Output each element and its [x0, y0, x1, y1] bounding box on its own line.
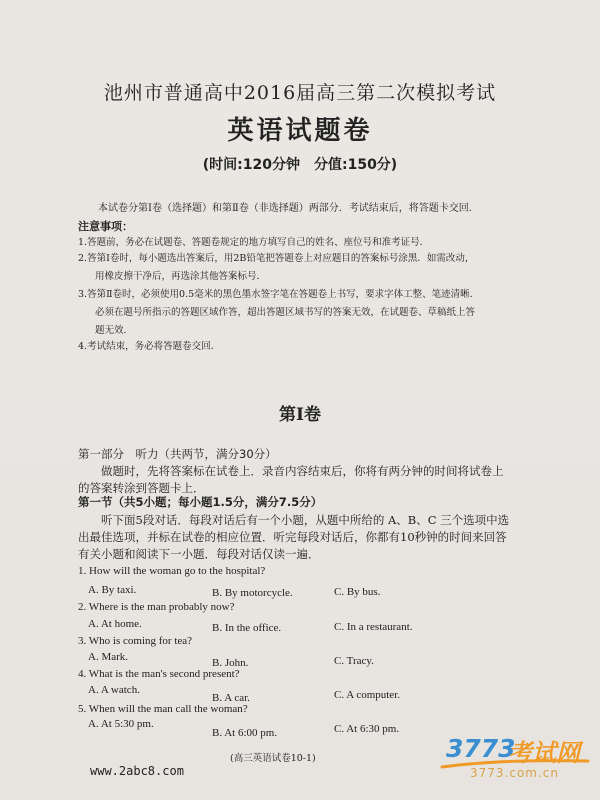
- notice-line: 题无效．: [95, 325, 134, 336]
- website-link[interactable]: www.2abc8.com: [90, 764, 184, 778]
- notice-line: 1.答题前，务必在试题卷、答题卷规定的地方填写自己的姓名、座位号和准考证号．: [78, 237, 430, 248]
- intro-text: 本试卷分第Ⅰ卷（选择题）和第Ⅱ卷（非选择题）两部分．考试结束后，将答题卡交回．: [98, 203, 479, 214]
- notice-line: 2.答第Ⅰ卷时，每小题选出答案后，用2B铅笔把答题卷上对应题目的答案标号涂黑．如需改动，: [78, 253, 475, 264]
- question-stem: 2. Where is the man probably now?: [78, 601, 235, 613]
- section1-paragraph: [78, 512, 518, 563]
- option-b: B. In the office.: [212, 622, 282, 634]
- exam-title: 池州市普通高中2016届高三第二次模拟考试: [103, 82, 497, 104]
- para-line: 做题时，先将答案标在试卷上．录音内容结束后，你将有两分钟的时间将试卷上: [101, 464, 504, 478]
- para-line: 有关小题和阅读下一小题．每段对话仅读一遍．: [78, 547, 320, 561]
- para-line: 听下面5段对话．每段对话后有一个小题，从题中所给的 A、B、C 三个选项中选: [101, 513, 510, 527]
- time-score: (时间:120分钟 分值:150分): [202, 157, 398, 173]
- question-stem: 3. Who is coming for tea?: [78, 635, 193, 647]
- option-c: C. By bus.: [334, 586, 381, 598]
- option-a: A. At 5:30 pm.: [88, 718, 154, 730]
- option-b: B. John.: [212, 657, 249, 669]
- option-c: C. Tracy.: [334, 655, 374, 667]
- option-a: A. A watch.: [88, 684, 140, 696]
- watermark-url: 3773.com.cn: [470, 766, 559, 780]
- watermark-text: 考试网: [508, 739, 580, 767]
- subject-title: 英语试题卷: [227, 116, 373, 146]
- notice-heading: 注意事项：: [78, 220, 133, 233]
- question-stem: 5. When will the man call the woman?: [78, 703, 248, 715]
- notice-line: 用橡皮擦干净后，再选涂其他答案标号．: [95, 271, 267, 282]
- option-a: A. At home.: [88, 618, 142, 630]
- option-c: C. A computer.: [334, 689, 400, 701]
- option-c: C. In a restaurant.: [334, 621, 413, 633]
- para-line: 出最佳选项，并标在试卷的相应位置．听完每段对话后，你都有10秒钟的时间来回答: [78, 530, 507, 544]
- option-a: A. Mark.: [88, 651, 129, 663]
- notice-item: [78, 338, 220, 356]
- part1-paragraph: [78, 463, 518, 497]
- question-stem: 4. What is the man's second present?: [78, 668, 240, 680]
- option-b: B. By motorcycle.: [212, 587, 293, 599]
- notice-line: 必须在题号所指示的答题区域作答，超出答题区域书写的答案无效，在试题卷、草稿纸上答: [95, 307, 476, 318]
- option-a: A. By taxi.: [88, 584, 137, 596]
- section1-heading: 第一节（共5小题；每小题1.5分，满分7.5分）: [78, 495, 323, 509]
- notice-line: 3.答第Ⅱ卷时，必须使用0.5毫米的黑色墨水签字笔在答题卷上书写，要求字体工整、笔迹清晰．: [78, 289, 480, 300]
- option-b: B. At 6:00 pm.: [212, 727, 278, 739]
- option-b: B. A car.: [212, 692, 250, 704]
- notice-line: 4.考试结束，务必将答题卷交回．: [78, 341, 221, 352]
- volume-title: 第Ⅰ卷: [279, 405, 321, 425]
- watermark-number: 3773: [446, 734, 516, 763]
- notice-item: [78, 286, 479, 340]
- part1-heading: 第一部分 听力（共两节，满分30分）: [78, 447, 277, 461]
- para-line: 的答案转涂到答题卡上．: [78, 481, 205, 495]
- page-footer-note: (高三英语试卷10-1): [230, 753, 316, 764]
- question-stem: 1. How will the woman go to the hospital?: [78, 565, 266, 577]
- notice-item: [78, 250, 474, 286]
- option-c: C. At 6:30 pm.: [334, 723, 400, 735]
